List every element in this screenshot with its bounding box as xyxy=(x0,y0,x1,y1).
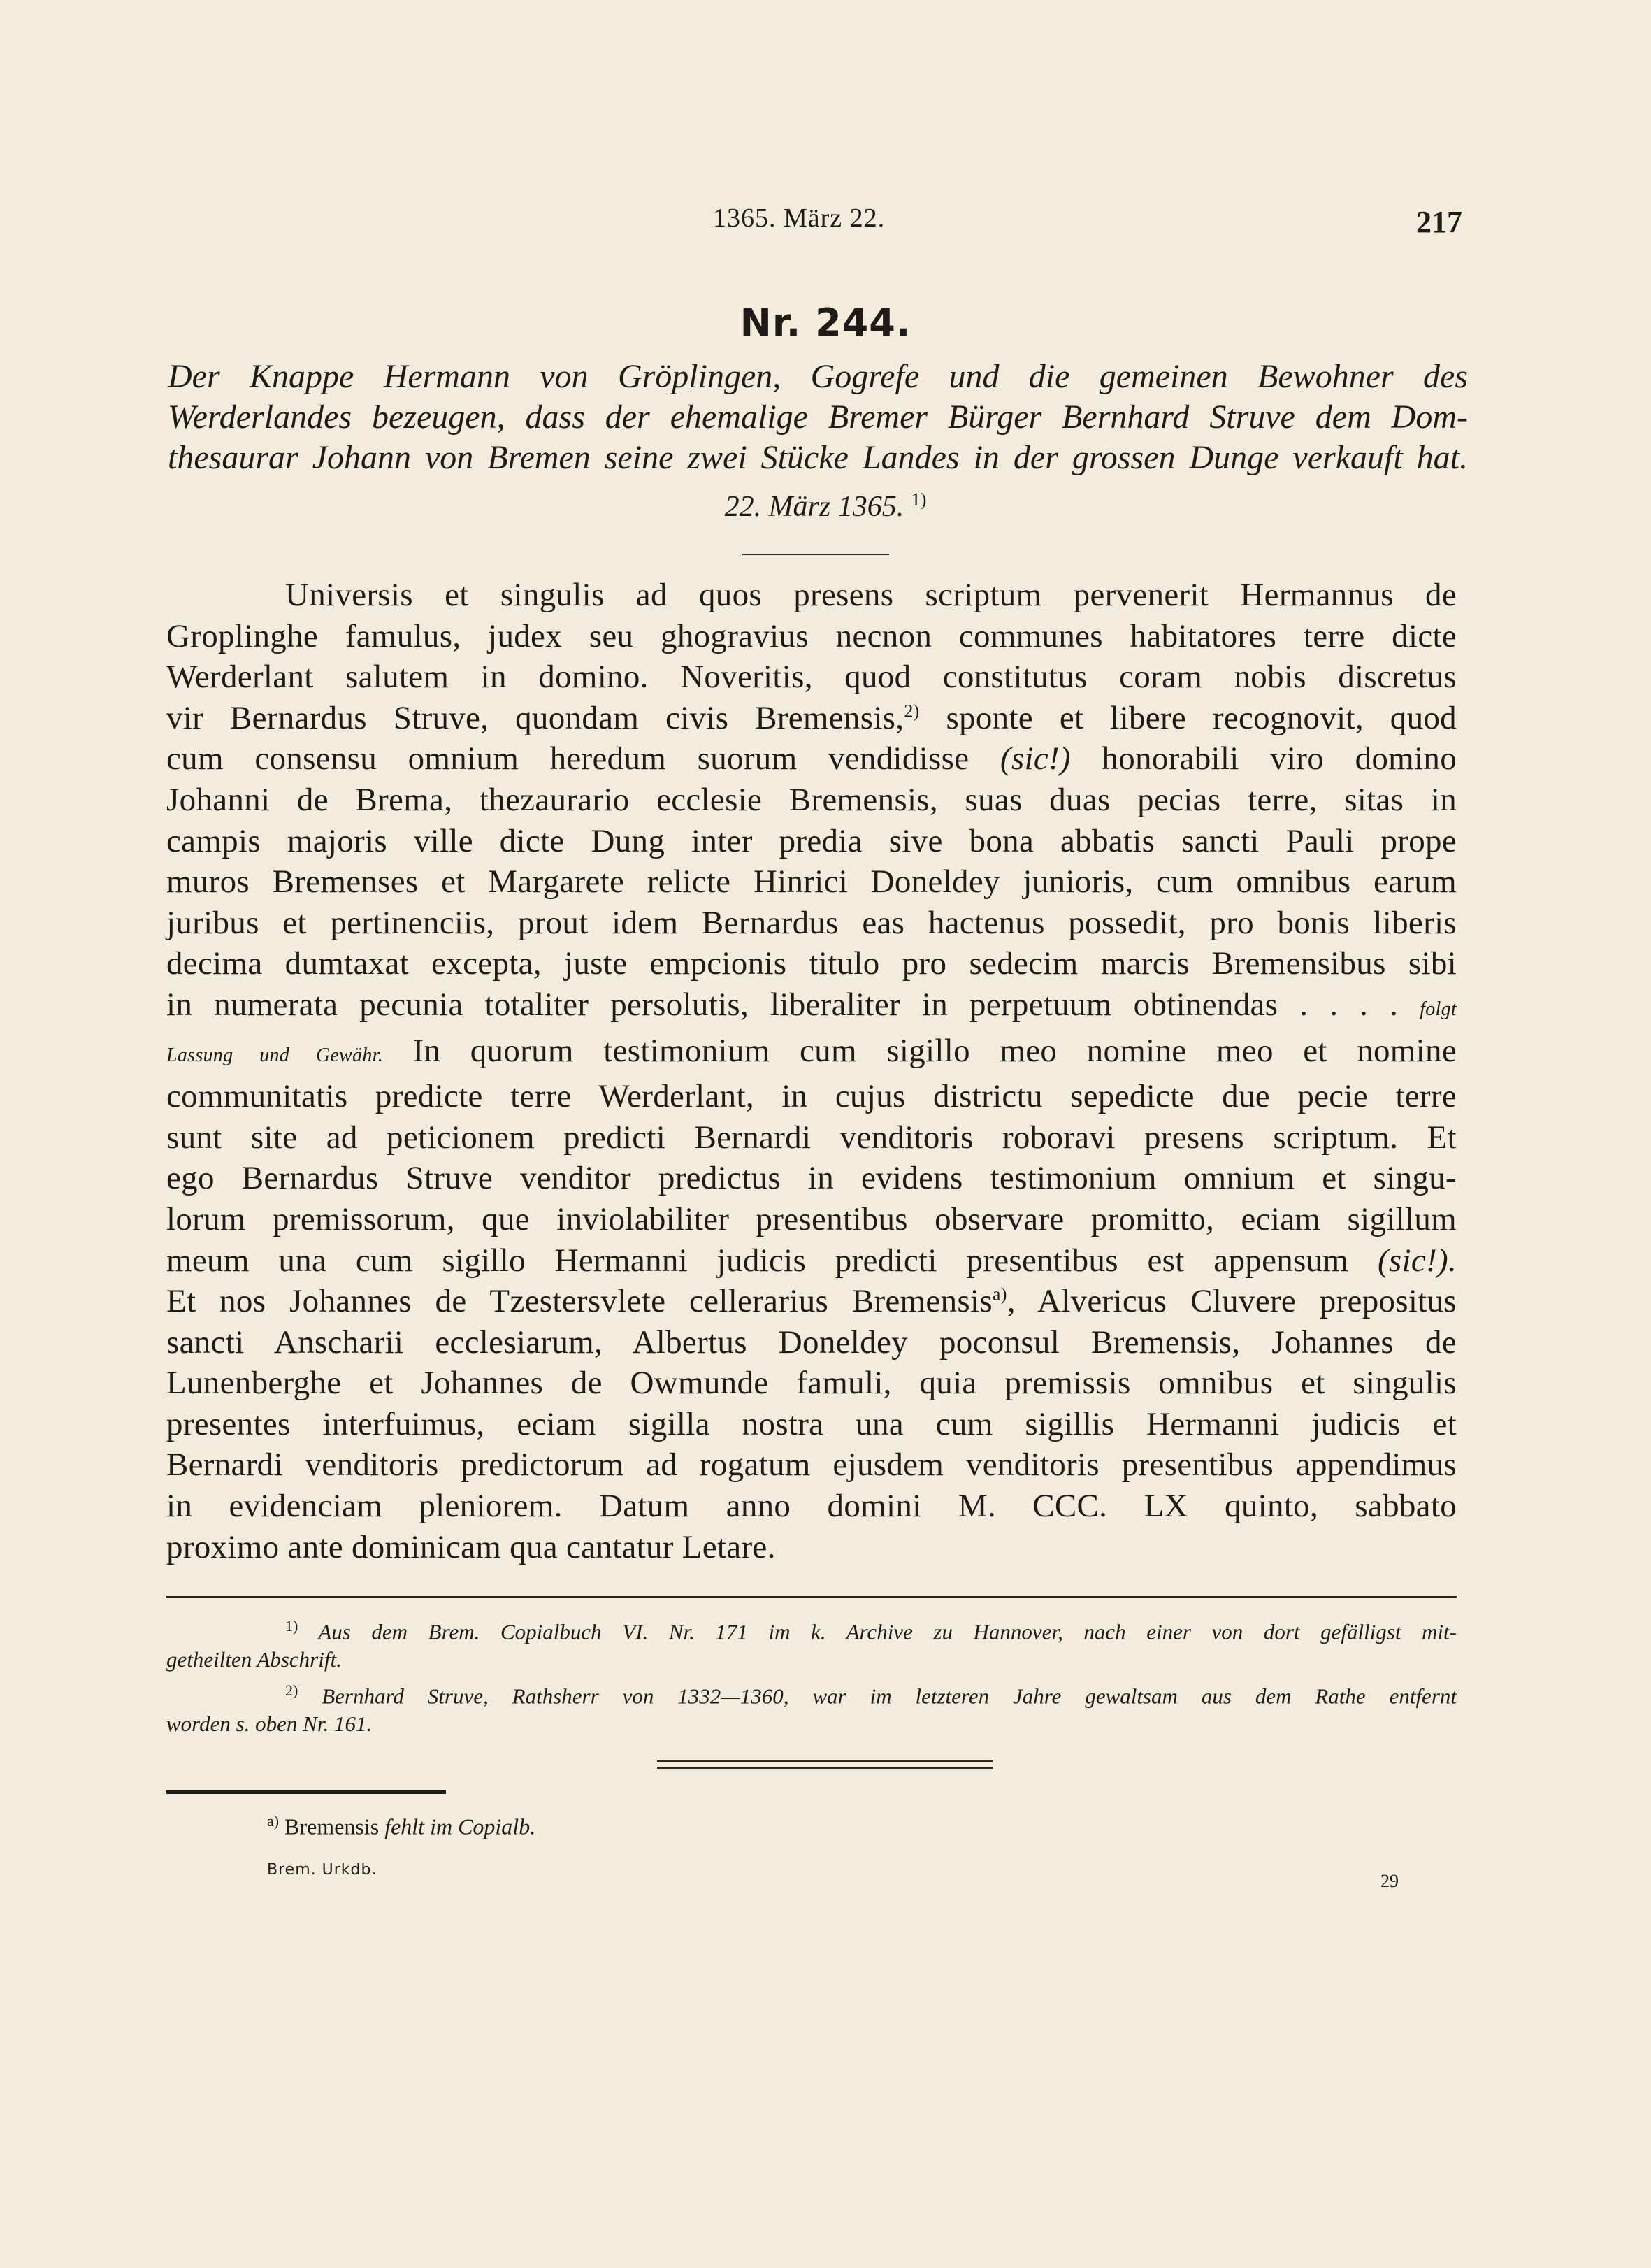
footnote-line: worden s. oben Nr. 161. xyxy=(166,1711,373,1737)
text-line: proximo ante dominicam qua cantatur Letare. xyxy=(166,1528,776,1565)
text-segment: meum una cum sigillo Hermanni judicis predicti presentibus est appensum xyxy=(166,1242,1378,1279)
text-line: Johanni de Brema, thezaurario ecclesie Bremensis, suas duas pecias terre, sitas in xyxy=(166,781,1457,818)
footnote-line: getheilten Abschrift. xyxy=(166,1647,342,1672)
footnote xyxy=(166,1677,1457,1738)
text-line: decima dumtaxat excepta, juste empcionis titulo pro sedecim marcis Bremensibus sibi xyxy=(166,945,1457,982)
footnote-ref: 1) xyxy=(911,489,927,510)
text-line: Werderlant salutem in domino. Noveritis, quod constitutus coram nobis discretus xyxy=(166,659,1457,696)
charter-text xyxy=(166,575,1457,1567)
regest xyxy=(168,357,1468,478)
variant-ref: a) xyxy=(992,1284,1007,1305)
regest-line: Der Knappe Hermann von Gröplingen, Gogrefe und die gemeinen Bewohner des xyxy=(168,358,1468,395)
footnote-mark: 2) xyxy=(285,1681,298,1699)
text-segment: cum consensu omnium heredum suorum vendidisse xyxy=(166,740,1000,777)
variant-divider xyxy=(166,1790,446,1794)
variant-text: fehlt im Copialb. xyxy=(384,1814,536,1839)
text-line xyxy=(166,984,1457,1031)
text-line: communitatis predicte terre Werderlant, in cujus districtu sepedicte due pecie terre xyxy=(166,1078,1457,1115)
footnote-line xyxy=(166,1677,1457,1710)
text-segment: In quorum testimonium cum sigillo meo nomine meo et nomine xyxy=(383,1032,1457,1069)
variant-note xyxy=(267,1812,535,1840)
variant-mark: a) xyxy=(267,1812,280,1830)
footnote-text: Bernhard Struve, Rathsherr von 1332—1360, war im letzteren Jahre gewaltsam aus dem Rathe entfernt xyxy=(322,1684,1457,1709)
sheet-signature: Brem. Urkdb. xyxy=(267,1861,377,1879)
text-line: Bernardi venditoris predictorum ad rogatum ejusdem venditoris presentibus appendimus xyxy=(166,1447,1457,1484)
footnote-divider xyxy=(166,1596,1457,1598)
page-number: 217 xyxy=(1416,205,1462,239)
text-line: ego Bernardus Struve venditor predictus in evidens testimonium omnium et singu- xyxy=(166,1160,1457,1197)
date-text: 22. März 1365. xyxy=(724,491,904,523)
variant-word: Bremensis xyxy=(284,1814,380,1839)
text-segment: honorabili viro domino xyxy=(1070,740,1457,777)
footnote xyxy=(166,1612,1457,1674)
document-date xyxy=(0,489,1651,524)
text-line: presentes interfuimus, eciam sigilla nostra una cum sigillis Hermanni judicis et xyxy=(166,1405,1457,1442)
document-number: Nr. 244. xyxy=(740,301,911,345)
editorial-note: folgt xyxy=(1420,998,1457,1020)
text-line: Lunenberghe et Johannes de Owmunde famuli, quia premissis omnibus et singulis xyxy=(166,1365,1457,1402)
running-head: 1365. März 22. xyxy=(713,203,886,233)
text-segment: , Alvericus Cluvere prepositus xyxy=(1007,1283,1457,1320)
footnote-ref: 2) xyxy=(904,701,920,722)
sheet-number: 29 xyxy=(1380,1871,1399,1891)
footnote-line xyxy=(166,1612,1457,1646)
text-segment: Et nos Johannes de Tzestersvlete cellerarius Bremensis xyxy=(166,1283,993,1320)
text-line: Groplinghe famulus, judex seu ghogravius necnon communes habitatores terre dicte xyxy=(166,617,1457,654)
section-divider xyxy=(657,1760,993,1769)
text-segment: vir Bernardus Struve, quondam civis Bremensis, xyxy=(166,699,904,736)
divider xyxy=(742,554,889,555)
text-line: Universis et singulis ad quos presens scriptum pervenerit Hermannus de xyxy=(285,577,1457,613)
text-line: muros Bremenses et Margarete relicte Hinrici Doneldey junioris, cum omnibus earum xyxy=(166,863,1457,900)
regest-line: thesaurar Johann von Bremen seine zwei Stücke Landes in der grossen Dunge verkauft hat. xyxy=(168,439,1468,476)
text-line: campis majoris ville dicte Dung inter predia sive bona abbatis sancti Pauli prope xyxy=(166,822,1457,859)
text-line: juribus et pertinenciis, prout idem Bernardus eas hactenus possedit, pro bonis liberis xyxy=(166,904,1457,941)
text-line: in evidenciam pleniorem. Datum anno domini M. CCC. LX quinto, sabbato xyxy=(166,1488,1457,1525)
sic-note: (sic!) xyxy=(1000,740,1071,777)
text-line: lorum premissorum, que inviolabiliter presentibus observare promitto, eciam sigillum xyxy=(166,1200,1457,1237)
editorial-note: Lassung und Gewähr. xyxy=(166,1044,384,1066)
text-segment: in numerata pecunia totaliter persolutis, liberaliter in perpetuum obtinendas . . . . xyxy=(166,986,1420,1023)
text-line: sunt site ad peticionem predicti Bernardi venditoris roboravi presens scriptum. Et xyxy=(166,1119,1457,1156)
footnote-mark: 1) xyxy=(285,1617,298,1635)
text-line xyxy=(166,1240,1457,1282)
footnote-text: Aus dem Brem. Copialbuch VI. Nr. 171 im k. Archive zu Hannover, nach einer von dort gefälligst mit- xyxy=(318,1619,1457,1644)
regest-line: Werderlandes bezeugen, dass der ehemalige Bremer Bürger Bernhard Struve dem Dom- xyxy=(168,399,1468,436)
text-segment: sponte et libere recognovit, quod xyxy=(919,699,1457,736)
text-line xyxy=(166,698,1457,739)
sic-note: (sic!). xyxy=(1377,1242,1457,1279)
text-line xyxy=(166,1281,1457,1322)
text-line: sancti Anscharii ecclesiarum, Albertus Doneldey poconsul Bremensis, Johannes de xyxy=(166,1323,1457,1361)
text-line xyxy=(166,1031,1457,1077)
text-line xyxy=(166,738,1457,780)
